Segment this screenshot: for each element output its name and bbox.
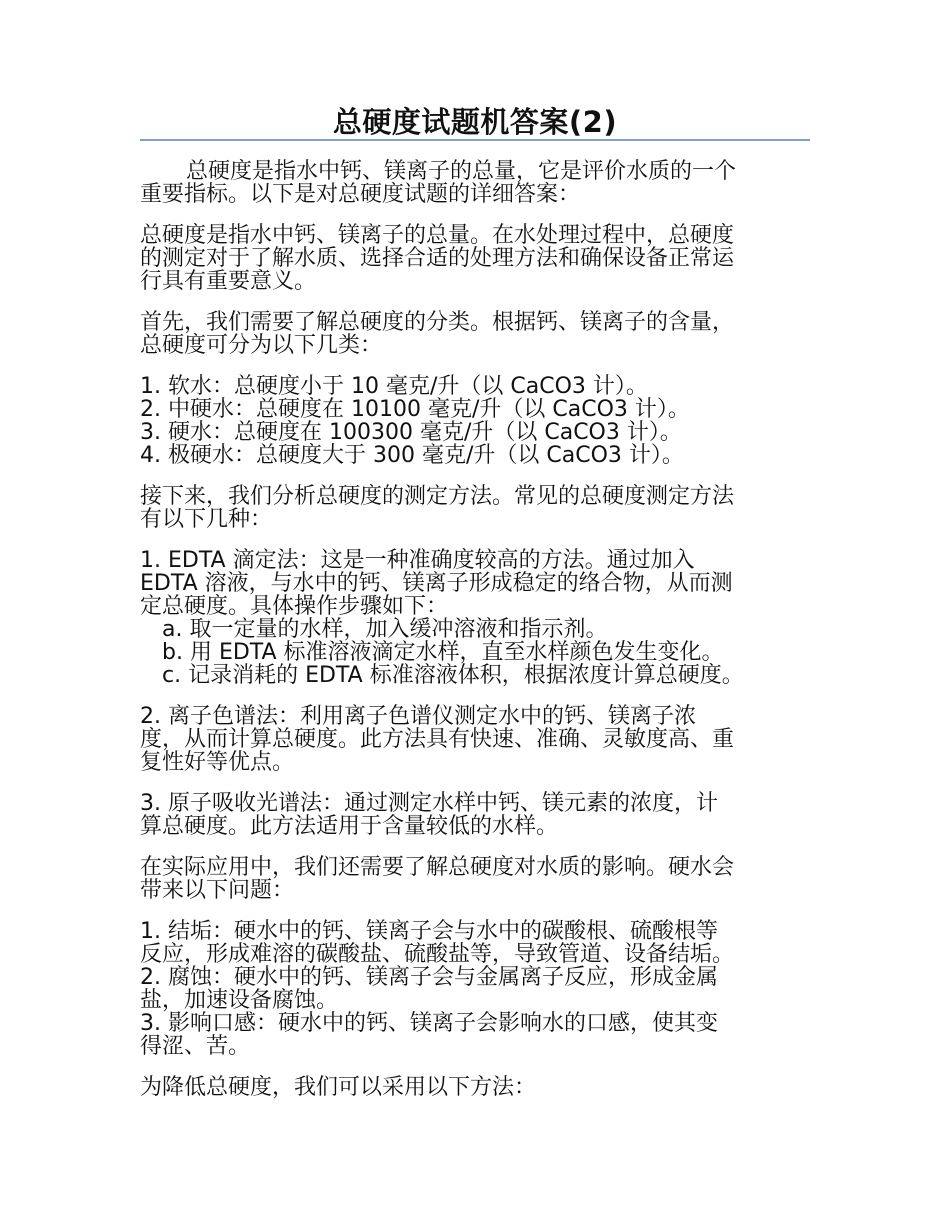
text-line: 1. EDTA 滴定法：这是一种准确度较高的方法。通过加入: [140, 548, 695, 573]
text-line: 接下来，我们分析总硬度的测定方法。常见的总硬度测定方法: [140, 484, 735, 509]
text-line: 度，从而计算总硬度。此方法具有快速、准确、灵敏度高、重: [140, 727, 735, 752]
text-line: 复性好等优点。: [140, 750, 295, 775]
paragraph: [140, 160, 810, 206]
text-line: 总硬度是指水中钙、镁离子的总量，它是评价水质的一个: [186, 159, 737, 184]
step-line: a. 取一定量的水样，加入缓冲溶液和指示剂。: [162, 617, 608, 642]
title-underline: [140, 139, 810, 141]
text-line: 1. 结垢：硬水中的钙、镁离子会与水中的碳酸根、硫酸根等: [140, 919, 718, 944]
text-line: 为降低总硬度，我们可以采用以下方法：: [140, 1075, 537, 1100]
paragraph: [140, 311, 810, 357]
text-line: 行具有重要意义。: [140, 269, 317, 294]
text-line: EDTA 溶液，与水中的钙、镁离子形成稳定的络合物，从而测: [140, 571, 733, 596]
paragraph: [140, 1076, 810, 1099]
paragraph: [140, 224, 810, 293]
step-line: b. 用 EDTA 标准溶液滴定水样，直至水样颜色发生变化。: [162, 640, 724, 665]
text-line: 1. 软水：总硬度小于 10 毫克/升（以 CaCO3 计）。: [140, 374, 648, 399]
text-line: 首先，我们需要了解总硬度的分类。根据钙、镁离子的含量，: [140, 310, 735, 335]
text-line: 3. 硬水：总硬度在 100300 毫克/升（以 CaCO3 计）。: [140, 420, 682, 445]
paragraph: [140, 375, 810, 467]
text-line: 4. 极硬水：总硬度大于 300 毫克/升（以 CaCO3 计）。: [140, 443, 684, 468]
paragraph: [140, 792, 810, 838]
text-line: 得涩、苦。: [140, 1034, 251, 1059]
text-line: 2. 腐蚀：硬水中的钙、镁离子会与金属离子反应，形成金属: [140, 965, 718, 990]
step-line: c. 记录消耗的 EDTA 标准溶液体积，根据浓度计算总硬度。: [162, 663, 744, 688]
text-line: 重要指标。以下是对总硬度试题的详细答案：: [140, 182, 581, 207]
text-line: 在实际应用中，我们还需要了解总硬度对水质的影响。硬水会: [140, 855, 735, 880]
text-line: 反应，形成难溶的碳酸盐、硫酸盐等，导致管道、设备结垢。: [140, 942, 735, 967]
paragraph: [140, 856, 810, 902]
text-line: 3. 原子吸收光谱法：通过测定水样中钙、镁元素的浓度，计: [140, 791, 718, 816]
text-line: 2. 离子色谱法：利用离子色谱仪测定水中的钙、镁离子浓: [140, 704, 696, 729]
text-line: 2. 中硬水：总硬度在 10100 毫克/升（以 CaCO3 计）。: [140, 397, 690, 422]
paragraph: [140, 549, 810, 687]
text-line: 带来以下问题：: [140, 878, 295, 903]
text-line: 3. 影响口感：硬水中的钙、镁离子会影响水的口感，使其变: [140, 1011, 718, 1036]
text-line: 有以下几种：: [140, 507, 273, 532]
text-line: 定总硬度。具体操作步骤如下：: [140, 594, 449, 619]
document-title: 总硬度试题机答案(2): [332, 105, 618, 139]
paragraph: [140, 705, 810, 774]
document-body: [140, 160, 810, 1117]
text-line: 算总硬度。此方法适用于含量较低的水样。: [140, 814, 559, 839]
text-line: 的测定对于了解水质、选择合适的处理方法和确保设备正常运: [140, 246, 735, 271]
paragraph: [140, 920, 810, 1058]
text-line: 总硬度是指水中钙、镁离子的总量。在水处理过程中，总硬度: [140, 223, 735, 248]
text-line: 盐，加速设备腐蚀。: [140, 988, 339, 1013]
paragraph: [140, 485, 810, 531]
text-line: 总硬度可分为以下几类：: [140, 333, 383, 358]
